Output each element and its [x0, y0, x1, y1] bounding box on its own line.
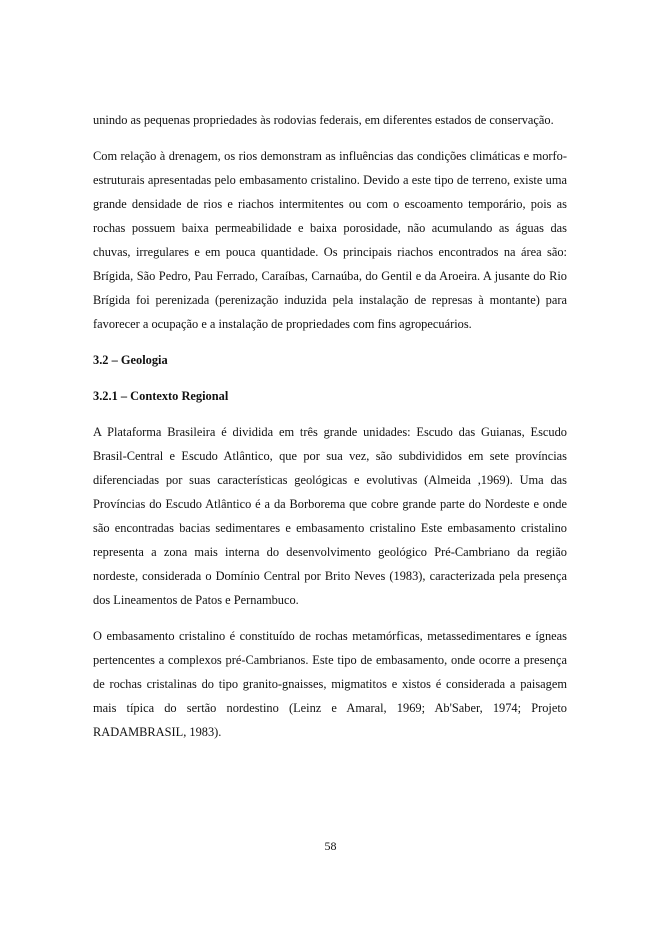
paragraph-drenagem: Com relação à drenagem, os rios demonstram as influências das condições climáticas e morfo-estruturais apresentadas pelo embasamento cristalino. Devido a este tipo de terreno, existe uma grande densidade de rios e riachos intermitentes ou com o escoamento temporário, pois as rochas possuem baixa permeabilidade e baixa porosidade, não acumulando as águas das chuvas, irregulares e em pouca quantidade. Os principais riachos encontrados na área são: Brígida, São Pedro, Pau Ferrado, Caraíbas, Carnaúba, do Gentil e da Aroeira. A jusante do Rio Brígida foi perenizada (perenização induzida pela instalação de represas à montante) para favorecer a ocupação e a instalação de propriedades com fins agropecuários. — [93, 149, 567, 331]
page-number: 58 — [324, 839, 337, 853]
paragraph-embasamento-cristalino: O embasamento cristalino é constituído de rochas metamórficas, metassedimentares e ígneas pertencentes a complexos pré-Cambrianos. Este tipo de embasamento, onde ocorre a presença de rochas cristalinas do tipo granito-gnaisses, migmatitos e xistos é considerada a paisagem mais típica do sertão nordestino (Leinz e Amaral, 1969; Ab'Saber, 1974; Projeto RADAMBRASIL, 1983). — [93, 629, 567, 739]
document-body — [93, 108, 567, 744]
paragraph-plataforma-brasileira: A Plataforma Brasileira é dividida em três grande unidades: Escudo das Guianas, Escudo Brasil-Central e Escudo Atlântico, que por sua vez, são subdivididos em sete províncias diferenciadas por suas características geológicas e evolutivas (Almeida ,1969). Uma das Províncias do Escudo Atlântico é a da Borborema que cobre grande parte do Nordeste e onde são encontradas bacias sedimentares e embasamento cristalino Este embasamento cristalino representa a zona mais interna do desenvolvimento geológico Pré-Cambriano da região nordeste, considerada o Domínio Central por Brito Neves (1983), caracterizada pela presença dos Lineamentos de Patos e Pernambuco. — [93, 425, 567, 607]
subsection-heading-contexto-regional: 3.2.1 – Contexto Regional — [93, 389, 229, 403]
section-heading-geologia: 3.2 – Geologia — [93, 353, 168, 367]
paragraph-conservacao: unindo as pequenas propriedades às rodovias federais, em diferentes estados de conservação. — [93, 113, 554, 127]
